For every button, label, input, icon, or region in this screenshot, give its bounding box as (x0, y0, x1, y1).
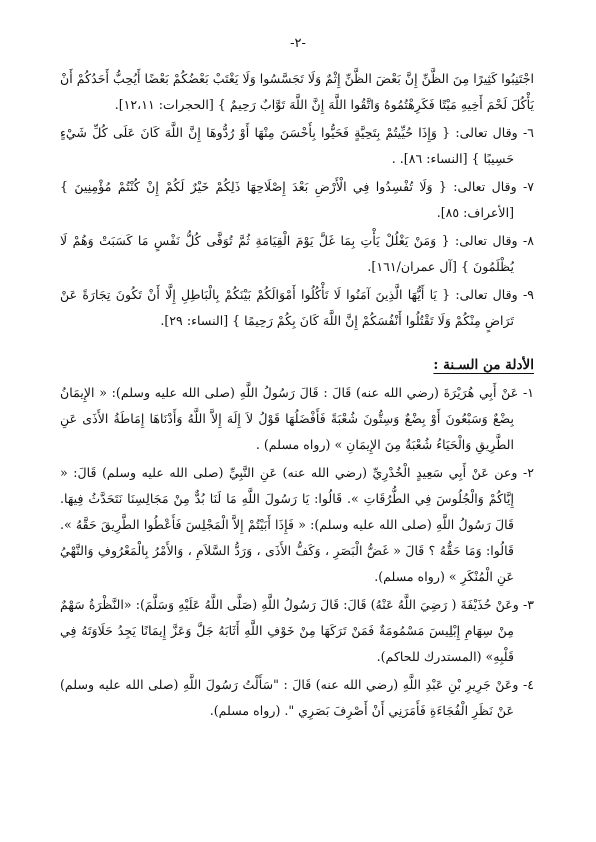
hadith-item: ١- عَنْ أَبِي هُرَيْرَةَ (رضي الله عنه) قَالَ : قَالَ رَسُولُ اللَّهِ (صلى الله عليه وسلم): « الإِيمَانُ بِضْعٌ وَسَبْعُونَ أَوْ بِضْعٌ وَسِتُّونَ شُعْبَةً فَأَفْضَلُهَا قَوْلُ لاَ إِلَهَ إِلاَّ اللَّهُ وَأَدْنَاهَا إِمَاطَةُ الأَذَى عَنِ الطَّرِيقِ وَالْحَيَاءُ شُعْبَةٌ مِنَ الإِيمَانِ » (رواه مسلم) . (60, 385, 534, 452)
hadith-item: ٣- وعَنْ حُذَيْفَةَ ( رَضِيَ اللَّهُ عَنْهُ) قَالَ: قَالَ رَسُولُ اللَّهِ (صَلَّى اللَّهُ عَلَيْهِ وَسَلَّمَ): «النَّظْرَةُ سَهْمٌ مِنْ سِهَامِ إِبْلِيسَ مَسْمُومَةٌ فَمَنْ تَرَكَهَا مِنْ خَوْفِ اللَّهِ أَثَابَهُ جَلَّ وَعَزَّ إِيمَانًا يَجِدُ حَلَاوَتَهُ فِي قَلْبِهِ» (المستدرك للحاكم). (60, 597, 534, 664)
page-number: -٢- (290, 36, 306, 51)
verse-item: ٩- وقال تعالى: { يَا أَيُّهَا الَّذِينَ آمَنُوا لَا تَأْكُلُوا أَمْوَالَكُمْ بَيْنَكُمْ بِالْبَاطِلِ إِلَّا أَنْ تَكُونَ تِجَارَةً عَنْ تَرَاضٍ مِنْكُمْ وَلَا تَقْتُلُوا أَنْفُسَكُمْ إِنَّ اللَّهَ كَانَ بِكُمْ رَحِيمًا } [النساء: ٢٩]. (60, 287, 534, 328)
hadith-item: ٤- وعَنْ جَرِيرِ بْنِ عَبْدِ اللَّهِ (رضي الله عنه) قَالَ : "سَأَلْتُ رَسُولَ اللَّهِ (صلى الله عليه وسلم) عَنْ نَظَرِ الْفُجَاءَةِ فَأَمَرَنِي أَنْ أَصْرِفَ بَصَرِي ". (رواه مسلم). (60, 677, 534, 718)
page-content (60, 66, 534, 726)
verse-continuation: اجْتَنِبُوا كَثِيرًا مِنَ الظَّنِّ إِنَّ بَعْضَ الظَّنِّ إِثْمٌ وَلَا تَجَسَّسُوا وَلَا يَغْتَبْ بَعْضُكُمْ بَعْضًا أَيُحِبُّ أَحَدُكُمْ أَنْ يَأْكُلَ لَحْمَ أَخِيهِ مَيْتًا فَكَرِهْتُمُوهُ وَاتَّقُوا اللَّهَ إِنَّ اللَّهَ تَوَّابٌ رَحِيمٌ } [الحجرات: ١٢،١١]. (60, 71, 534, 112)
verse-item: ٧- وقال تعالى: { وَلَا تُفْسِدُوا فِي الْأَرْضِ بَعْدَ إِصْلَاحِهَا ذَلِكُمْ خَيْرٌ لَكُمْ إِنْ كُنْتُمْ مُؤْمِنِينَ } [الأعراف: ٨٥]. (60, 179, 534, 220)
hadith-item: ٢- وعن عَنْ أَبِي سَعِيدٍ الْخُدْرِيِّ (رضي الله عنه) عَنِ النَّبِيِّ (صلى الله عليه وسلم) قَالَ: « إِيَّاكُمْ وَالْجُلُوسَ فِي الطُّرُقَاتِ ». قَالُوا: يَا رَسُولَ اللَّهِ مَا لَنَا بُدٌّ مِنْ مَجَالِسِنَا نَتَحَدَّثُ فِيهَا. قَالَ رَسُولُ اللَّهِ (صلى الله عليه وسلم): « فَإِذَا أَبَيْتُمْ إِلاَّ الْمَجْلِسَ فَأَعْطُوا الطَّرِيقَ حَقَّهُ ». قَالُوا: وَمَا حَقُّهُ ؟ قَالَ « غَضُّ الْبَصَرِ ، وَكَفُّ الأَذَى ، وَرَدُّ السَّلاَمِ ، وَالأَمْرُ بِالْمَعْرُوفِ وَالنَّهْيُ عَنِ الْمُنْكَرِ » (رواه مسلم). (60, 465, 534, 584)
verse-item: ٨- وقال تعالى: { وَمَنْ يَغْلُلْ يَأْتِ بِمَا غَلَّ يَوْمَ الْقِيَامَةِ ثُمَّ تُوَفَّى كُلُّ نَفْسٍ مَا كَسَبَتْ وَهُمْ لَا يُظْلَمُونَ } [آل عمران/١٦١]. (60, 233, 534, 274)
section-heading-sunnah: الأدلة من السـنة : (433, 357, 534, 373)
verse-item: ٦- وقال تعالى: { وَإِذَا حُيِّيتُمْ بِتَحِيَّةٍ فَحَيُّوا بِأَحْسَنَ مِنْهَا أَوْ رُدُّوهَا إِنَّ اللَّهَ كَانَ عَلَى كُلِّ شَيْءٍ حَسِيبًا } [النساء: ٨٦]. . (60, 125, 534, 166)
